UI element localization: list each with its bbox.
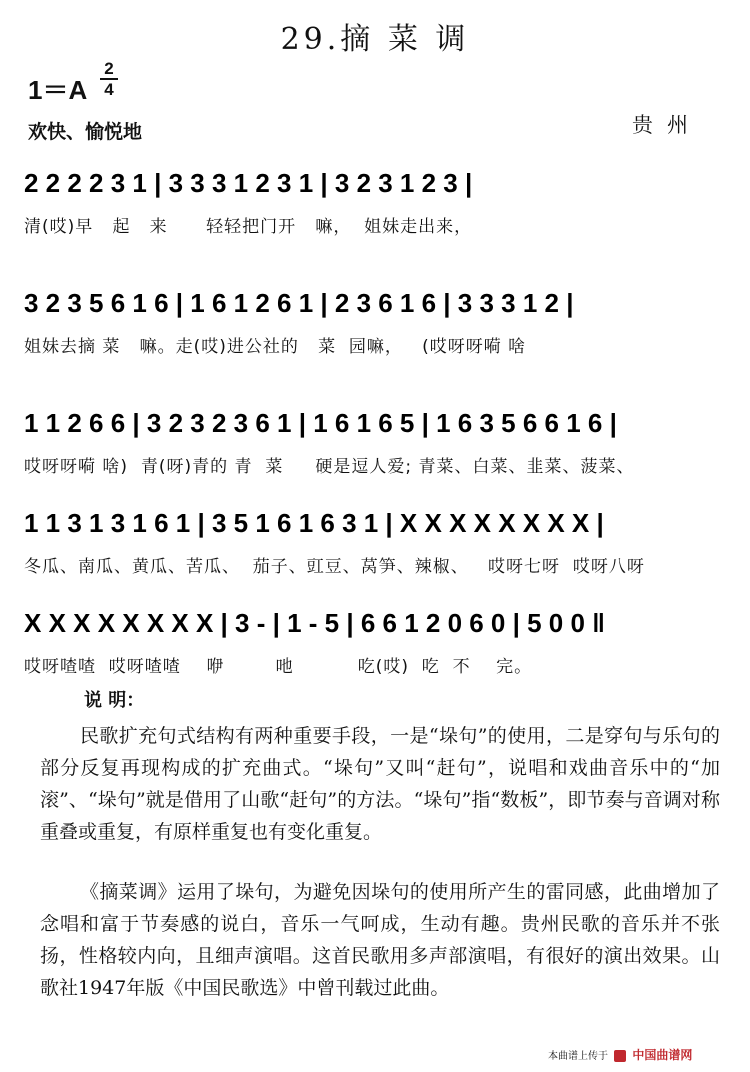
time-signature: [96, 60, 122, 98]
notes-line-1: 2 2 2 2 3 1 | 3 3 3 1 2 3 1 | 3 2 3 1 2 3 |: [24, 168, 473, 198]
lyrics-line-5: 哎呀喳喳 哎呀喳喳 咿 吔 吃(哎) 吃 不 完。: [24, 657, 533, 677]
lyrics-line-3: 哎呀呀嗬 啥) 青(呀)青的 青 菜 硬是逗人爱; 青菜、白菜、韭菜、菠菜、: [24, 457, 635, 477]
footer-site-name: 中国曲谱网: [632, 1048, 693, 1062]
region-label: 贵州: [632, 113, 702, 137]
notation-line-3: [24, 398, 728, 448]
site-logo-icon: [614, 1050, 626, 1062]
notation-line-4: [24, 498, 728, 548]
score-line-5: [24, 598, 728, 678]
key-signature: 1＝A: [28, 75, 88, 105]
score-line-1: [24, 158, 728, 238]
score-line-4: [24, 498, 728, 578]
footer-watermark: [548, 1046, 692, 1063]
notation-line-2: [24, 278, 728, 328]
score-line-3: [24, 398, 728, 478]
score-line-2: [24, 278, 728, 358]
lyrics-line-4: 冬瓜、南瓜、黄瓜、苦瓜、 茄子、豇豆、莴笋、辣椒、 哎呀七呀 哎呀八呀: [24, 557, 645, 577]
notes-line-4: 1 1 3 1 3 1 6 1 | 3 5 1 6 1 6 3 1 | X X X X X X X X |: [24, 508, 604, 538]
lyrics-line-1: 清(哎)早 起 来 轻轻把门开 嘛， 姐妹走出来，: [24, 217, 473, 237]
notes-line-2: 3 2 3 5 6 1 6 | 1 6 1 2 6 1 | 2 3 6 1 6 | 3 3 3 1 2 |: [24, 288, 574, 318]
notation-line-1: [24, 158, 728, 208]
tempo-marking: 欢快、愉悦地: [28, 121, 143, 143]
notes-line-5: X X X X X X X X | 3 - | 1 - 5 | 6 6 1 2 0 6 0 | 5 0 0 ‖: [24, 608, 606, 638]
meter-top: 2: [104, 59, 114, 78]
notes-line-3: 1 1 2 6 6 | 3 2 3 2 3 6 1 | 1 6 1 6 5 | 1 6 3 5 6 6 1 6 |: [24, 408, 617, 438]
footer-upload-text: 本曲谱上传于: [548, 1051, 608, 1062]
explanation-paragraph-1: 民歌扩充句式结构有两种重要手段，一是“垛句”的使用，二是穿句与乐句的部分反复再现构成的扩充曲式。“垛句”又叫“赶句”，说唱和戏曲音乐中的“加滚”、“垛句”就是借用了山歌“赶句”的方法。“垛句”指“数板”，即节奏与音调对称重叠或重复，有原样重复也有变化重复。: [40, 725, 720, 843]
explanation-paragraph-2: 《摘菜调》运用了垛句，为避免因垛句的使用所产生的雷同感，此曲增加了念唱和富于节奏感的说白，音乐一气呵成，生动有趣。贵州民歌的音乐并不张扬，性格较内向，且细声演唱。这首民歌用多声部演唱，有很好的演出效果。山歌社1947年版《中国民歌选》中曾刊载过此曲。: [40, 881, 720, 999]
notation-line-5: [24, 598, 728, 648]
song-title: 29.摘 菜 调: [280, 22, 470, 57]
meter-bottom: 4: [104, 80, 114, 99]
explanation-heading: 说 明：: [84, 690, 145, 711]
lyrics-line-2: 姐妹去摘 菜 嘛。走(哎)进公社的 菜 园嘛， (哎呀呀嗬 啥: [24, 337, 527, 357]
